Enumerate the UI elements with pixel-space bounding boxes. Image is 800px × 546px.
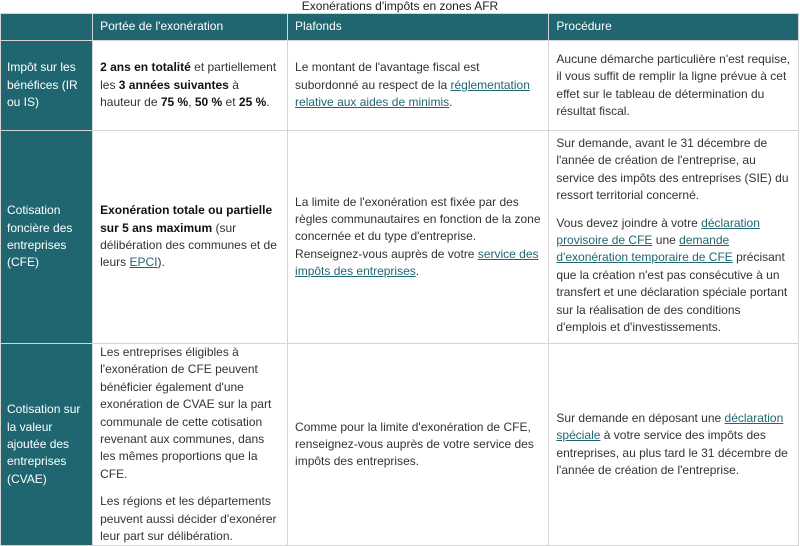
row-header-cfe: Cotisation foncière des entreprises (CFE) <box>1 131 93 344</box>
column-header-procedure: Procédure <box>549 14 799 41</box>
cell-portee-cfe <box>93 131 288 344</box>
text: à votre service des impôts des entreprises, au plus tard le 31 décembre de l'année de création de l'entreprise. <box>556 428 788 478</box>
text: Comme pour la limite d'exonération de CFE, renseignez-vous auprès de votre service des impôts des entreprises. <box>295 419 534 469</box>
link-declaration-speciale[interactable]: déclaration spéciale <box>556 410 784 443</box>
text: Vous devez joindre à votre <box>556 215 702 230</box>
bold-text: 50 % <box>194 95 223 110</box>
paragraph: Les régions et les départements peuvent aussi décider d'exonérer leur part sur délibération. <box>100 494 277 543</box>
text: Sur demande en déposant une <box>556 410 725 425</box>
text: à hauteur de <box>100 77 239 110</box>
header-corner-cell <box>1 14 93 41</box>
table-row-cvae <box>1 344 799 546</box>
text: ). <box>157 255 165 270</box>
text: . <box>266 95 270 110</box>
table-row-cfe <box>1 131 799 344</box>
column-header-portee: Portée de l'exonération <box>93 14 288 41</box>
link-demande-exoneration-cfe[interactable]: demande d'exonération temporaire de CFE <box>556 232 733 265</box>
text: précisant que la création n'est pas consécutive à un transfert et une déclaration spéciale portant sur la réalisation de des conditions d'emplois et d'investissements. <box>556 250 788 334</box>
table-header-row <box>1 14 799 41</box>
cell-plafonds-cfe <box>288 131 549 344</box>
link-epci[interactable]: EPCI <box>129 255 158 270</box>
table-row-impot-benefices <box>1 41 799 131</box>
text: La limite de l'exonération est fixée par des règles communautaires en fonction de la zone concernée et du type d'entreprise. Renseignez-vous auprès de votre <box>295 194 541 261</box>
link-service-impots-entreprises[interactable]: service des impôts des entreprises <box>295 246 539 279</box>
column-header-plafonds: Plafonds <box>288 14 549 41</box>
row-header-impot-benefices: Impôt sur les bénéfices (IR ou IS) <box>1 41 93 131</box>
cell-procedure-cvae <box>549 344 799 546</box>
cell-procedure-cfe <box>549 131 799 344</box>
text: et <box>222 95 239 110</box>
cell-procedure-impot-benefices <box>549 41 799 131</box>
cell-plafonds-cvae <box>288 344 549 546</box>
text: . <box>449 95 453 110</box>
text: Aucune démarche particulière n'est requise, il vous suffit de remplir la ligne prévue à cet effet sur le tableau de détermination du résultat fiscal. <box>556 51 791 118</box>
paragraph <box>556 215 791 337</box>
text: et partiellement les <box>100 60 277 92</box>
link-reglementation-minimis[interactable]: réglementation relative aux aides de minimis <box>295 77 530 110</box>
bold-text: 25 % <box>238 95 267 110</box>
text: , <box>188 95 195 110</box>
bold-text: 3 années suivantes <box>118 77 229 92</box>
bold-text: 2 ans en totalité <box>100 60 191 75</box>
cell-portee-cvae <box>93 344 288 546</box>
text: Le montant de l'avantage fiscal est subordonné au respect de la <box>295 60 480 92</box>
afr-exemptions-table <box>0 13 799 546</box>
paragraph: Les entreprises éligibles à l'exonération de CFE peuvent bénéficier également d'une exonération de CVAE sur la part communale de cette cotisation revenant aux communes, dans les mêmes proportions que la CFE. <box>100 345 272 481</box>
row-header-cvae: Cotisation sur la valeur ajoutée des entreprises (CVAE) <box>1 344 93 546</box>
bold-text: 75 % <box>160 95 189 110</box>
text: (sur délibération des communes et de leurs <box>100 220 277 270</box>
cell-portee-impot-benefices <box>93 41 288 131</box>
cell-plafonds-impot-benefices <box>288 41 549 131</box>
paragraph: Sur demande, avant le 31 décembre de l'année de création de l'entreprise, au service des impôts des entreprises (SIE) du ressort territorial concerné. <box>556 136 789 203</box>
text: . <box>415 264 420 279</box>
text: une <box>652 232 680 247</box>
link-declaration-provisoire-cfe[interactable]: déclaration provisoire de CFE <box>556 215 760 247</box>
table-caption: Exonérations d'impôts en zones AFR <box>301 0 499 13</box>
bold-text: Exonération totale ou partielle sur 5 ans maximum <box>100 203 273 235</box>
